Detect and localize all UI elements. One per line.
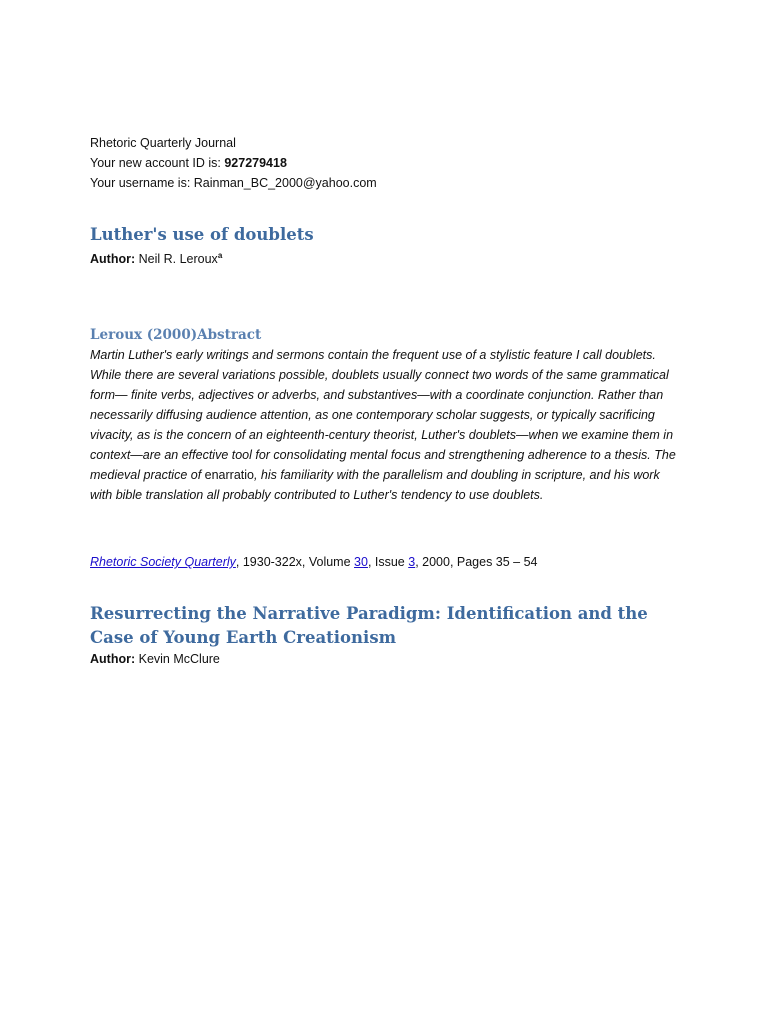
account-id-value: 927279418: [224, 156, 287, 170]
author-label: Author:: [90, 652, 136, 666]
username-value: Rainman_BC_2000@yahoo.com: [193, 176, 377, 190]
article-narrative-paradigm: [90, 602, 690, 668]
account-info: [90, 133, 377, 193]
author-line: [90, 247, 690, 268]
abstract-part-1: Martin Luther's early writings and sermons contain the frequent use of a stylistic feature I call doublets. While there are several variations possible, doublets usually connect two words of the same grammatical form— finite verbs, adjectives or adverbs, and substantives—with a coordinate conjunction. Rather than necessarily diffusing audience attention, as one contemporary scholar suggests, or typically sacrificing vivacity, as is the concern of an eighteenth-century theorist, Luther's doublets—when we examine them in context—are an effective tool for consolidating mental focus and strengthening adherence to a thesis. The medieval practice of: [90, 348, 676, 482]
account-id-label: Your new account ID is:: [90, 156, 225, 170]
abstract-heading: Leroux (2000)Abstract: [90, 327, 262, 343]
article-title: Luther's use of doublets: [90, 225, 314, 244]
article-luther: [90, 223, 690, 268]
author-line: [90, 650, 690, 668]
citation-line: [90, 552, 538, 572]
author-name: Neil R. Leroux: [138, 252, 218, 267]
article-title: Resurrecting the Narrative Paradigm: Identification and the Case of Young Earth Creationism: [90, 604, 648, 647]
account-id-line: [90, 153, 377, 173]
abstract-roman-word: enarratio: [204, 468, 254, 482]
author-name: Kevin McClure: [138, 652, 220, 666]
author-superscript: a: [217, 251, 223, 260]
citation-rest: , 2000, Pages 35 – 54: [415, 555, 538, 569]
username-label: Your username is:: [90, 176, 194, 190]
journal-link[interactable]: Rhetoric Society Quarterly: [90, 555, 236, 569]
issue-link[interactable]: 3: [408, 555, 416, 569]
journal-name: Rhetoric Quarterly Journal: [90, 136, 236, 150]
volume-link[interactable]: 30: [354, 555, 368, 569]
abstract-text: [90, 345, 682, 505]
username-line: [90, 173, 377, 193]
author-label: Author:: [90, 252, 136, 267]
abstract-part-2: , his familiarity with the parallelism and doubling in scripture, and his work with bible translation all probably contributed to Luther's tendency to use doublets.: [90, 468, 660, 502]
citation-issue-label: , Issue: [367, 555, 409, 569]
citation-issn: , 1930-322x, Volume: [235, 555, 355, 569]
